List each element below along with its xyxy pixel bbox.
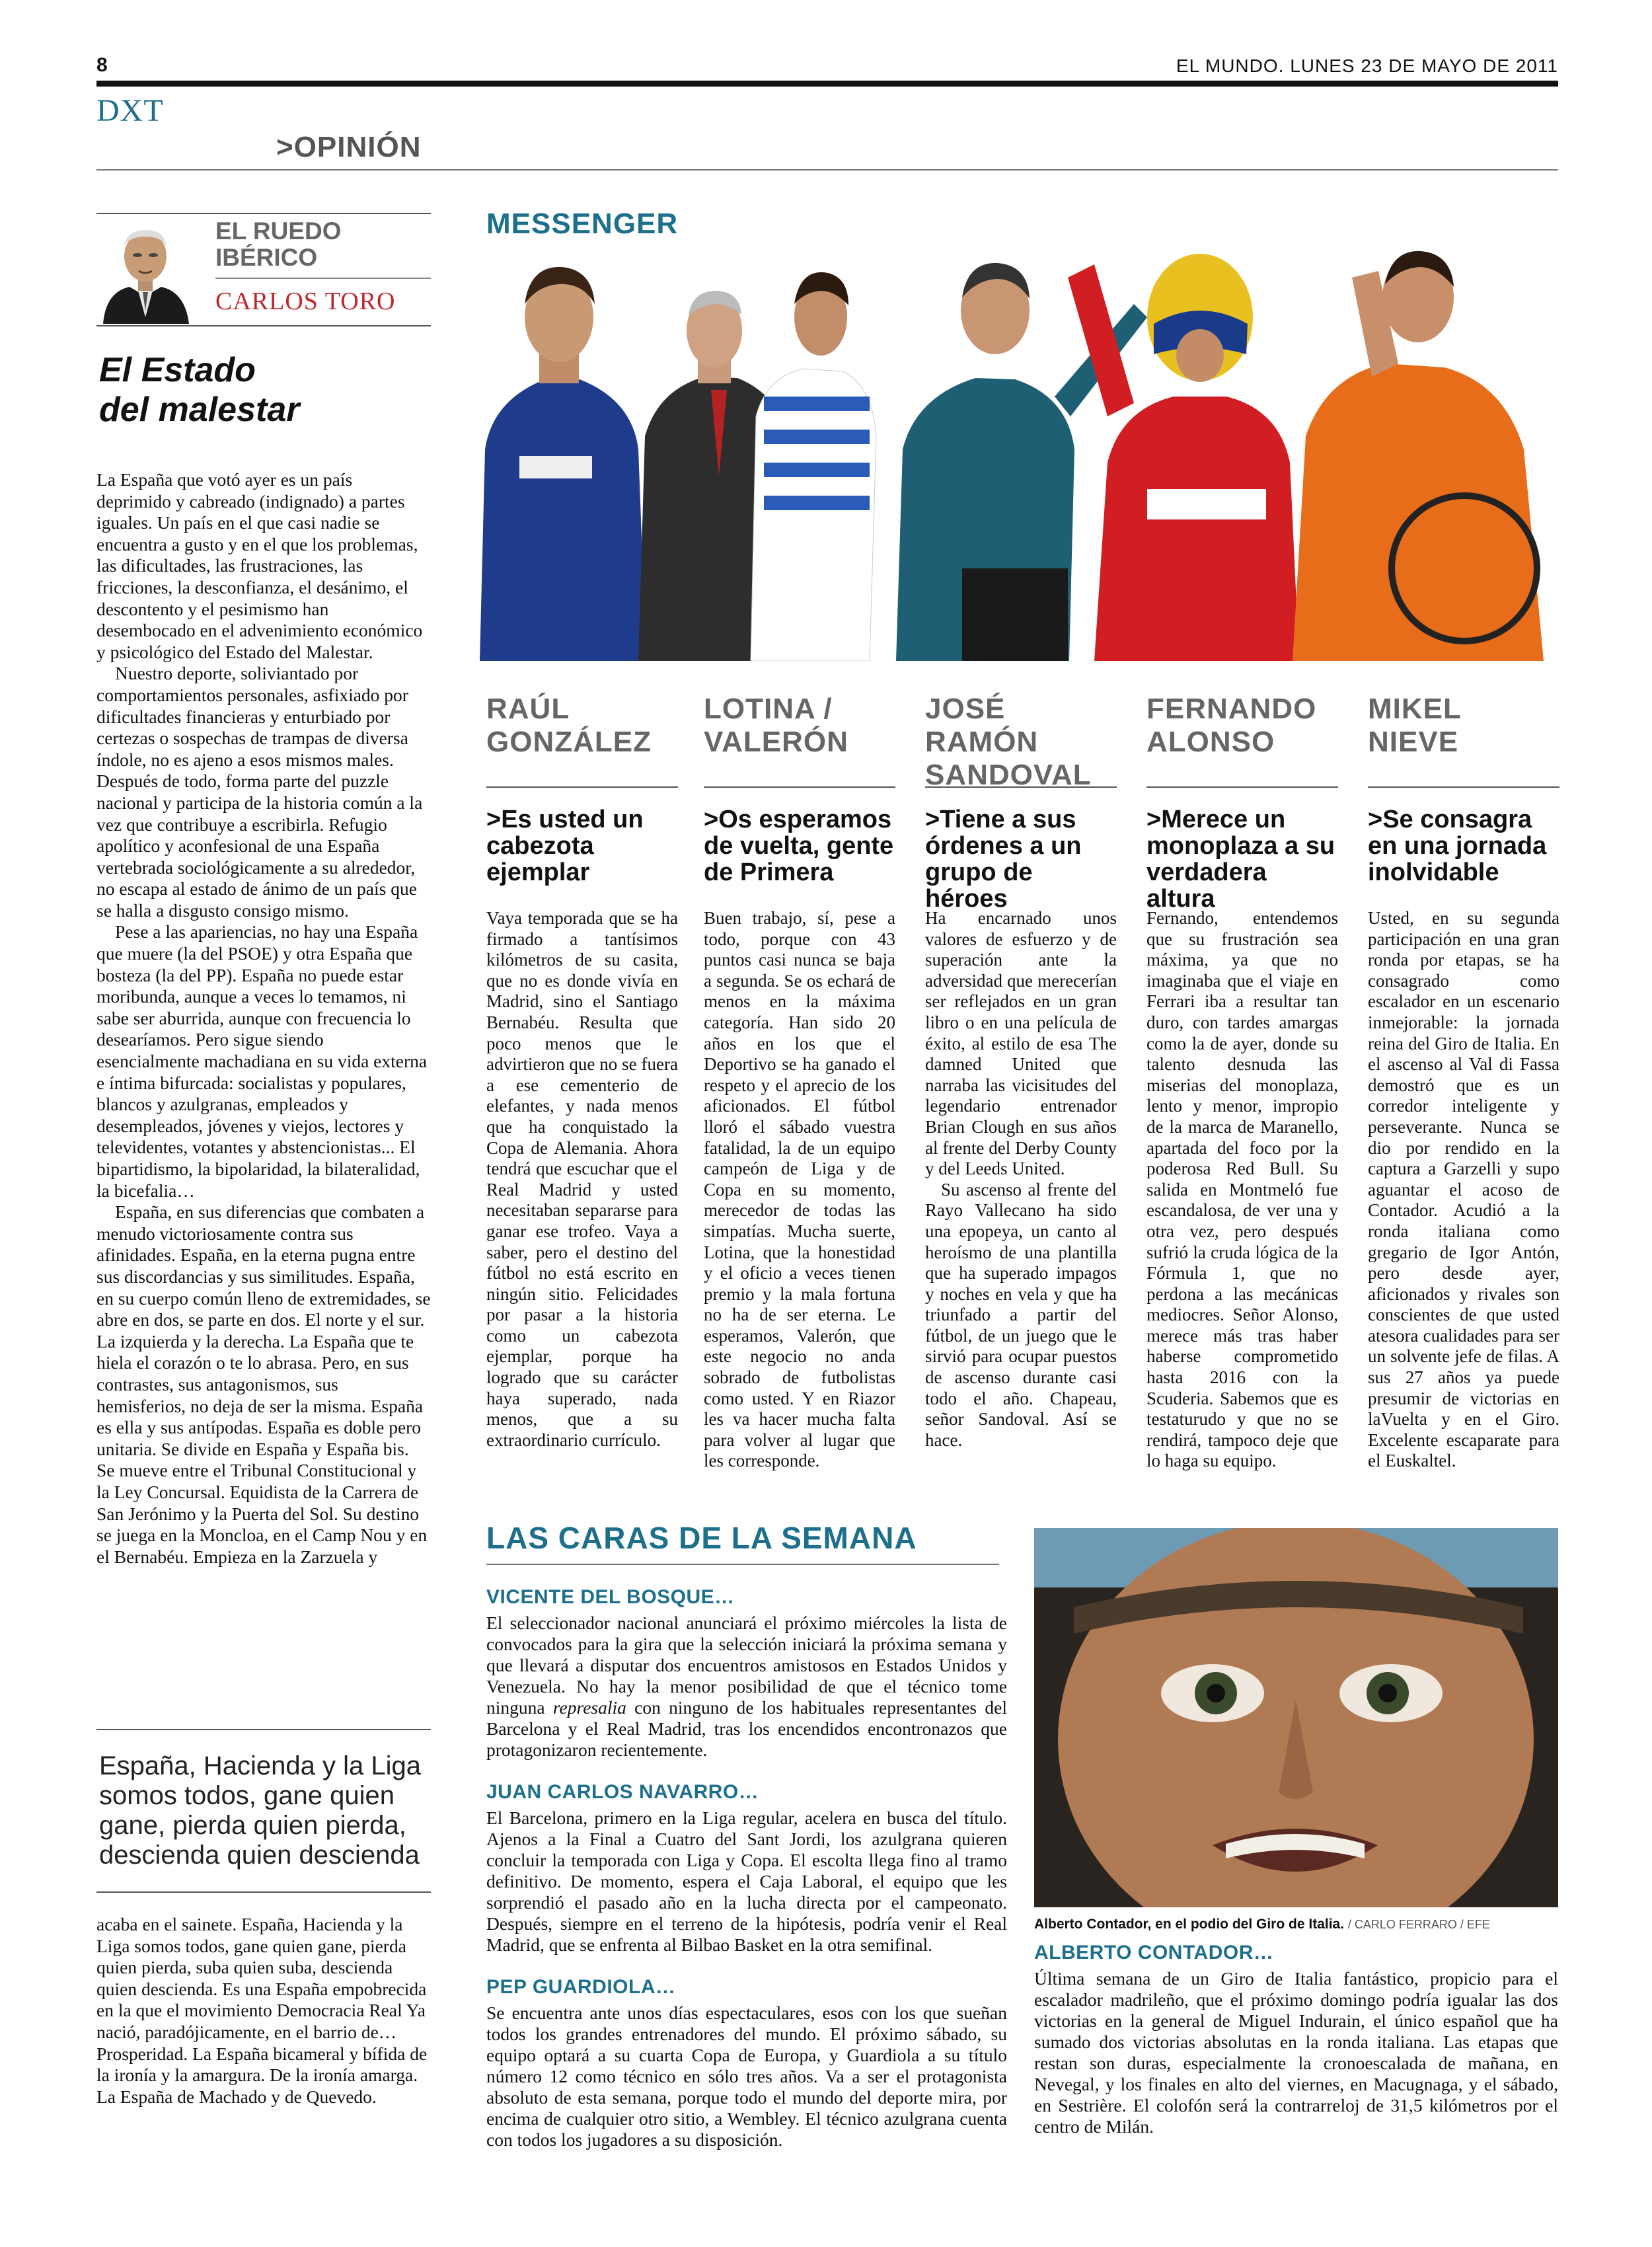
messenger-paragraph: Vaya temporada que se ha firmado a tantísimos kilómetros de su casita, que no es donde vivía en Madrid, sino el Santiago Bernabéu. Resulta que poco menos que le advirtieron que no se fuera a ese cementerio de elefantes, y nada menos que ha conquistado la Copa de Alemania. Ahora tendrá que escuchar que el Real Madrid y usted necesitaban separarse para ganar ese trofeo. Vaya a saber, pero el destino del fútbol no está escrito en ningún sitio. Felicidades por pasar a la historia como un cabezota ejemplar, porque ha logrado que su carácter haya superado, nada menos, que a su extraordinario currículo. — [486, 908, 678, 1450]
pullquote-top-rule — [96, 1729, 431, 1730]
messenger-name — [1368, 693, 1559, 759]
pullquote: España, Hacienda y la Liga somos todos, gane quien gane, pierda quien pierda, descienda quien descienda — [99, 1751, 421, 1870]
photo-credit: / CARLO FERRARO / EFE — [1347, 1918, 1490, 1931]
section-rule — [96, 169, 1558, 171]
cara-navarro — [486, 1781, 1007, 1956]
column-paragraph: Pese a las apariencias, no hay una España que muere (la del PSOE) y otra España que bosteza (la del PP). España no puede estar moribunda, aunque a veces lo temamos, ni sabe ser aburrida, aunque con frecuencia lo desearíamos. Pero sigue siendo esencialmente machadiana en su vida externa e íntima bifurcada: socialistas y populares, blancos y azulgranas, empleados y desempleados, jóvenes y viejos, lectores y televidentes, votantes y abstencionistas... El bipartidismo, la bipolaridad, la bilateralidad, la bicefalia… — [96, 921, 428, 1201]
messenger-name-line2: GONZÁLEZ — [486, 726, 652, 758]
messenger-name-line2: SANDOVAL — [925, 759, 1092, 791]
messenger-name — [486, 693, 678, 759]
cara-text-part: con ninguno de los habituales representantes del Barcelona y el Real Madrid, tras los encendidos encontronazos que protagonizaron recientemente. — [486, 1697, 1007, 1760]
messenger-column-alonso — [1146, 693, 1338, 1476]
messenger-headline: >Se consagra en una jornada inolvidable — [1368, 806, 1547, 886]
byline-top-rule — [96, 213, 431, 214]
header-rule — [96, 81, 1558, 87]
column-headline — [99, 350, 423, 430]
messenger-paragraph: Usted, en su segunda participación en una gran ronda por etapas, se ha consagrado como escalador en un escenario inmejorable: la jornada reina del Giro de Italia. En el ascenso al Val di Fassa demostró que es un corredor inteligente y perseverante. Nunca se dio por rendido en la captura a Garzelli y supo aguantar el acoso de Contador. Acudió a la ronda italiana como gregario de Igor Antón, pero desde ayer, aficionados y rivales son conscientes de que usted atesora cualidades para ser un solvente jefe de filas. A sus 27 años ya puede presumir de victorias en laVuelta y en el Giro. Excelente escaparate para el Euskaltel. — [1368, 908, 1559, 1471]
messenger-headline: >Es usted un cabezota ejemplar — [486, 806, 644, 886]
messenger-rule — [1368, 786, 1559, 788]
cara-text-emphasis: represalia — [552, 1697, 626, 1718]
cara-contador — [1034, 1942, 1558, 2137]
section-tag: DXT — [96, 93, 164, 128]
messenger-headline: >Merece un monoplaza a su verdadera altura — [1146, 806, 1335, 913]
column-paragraph: La España que votó ayer es un país deprimido y cabreado (indignado) a partes iguales. Un país en el que casi nadie se encuentra a gusto y en el que los problemas, las dificultades, las frustraciones, las fricciones, la desconfianza, el desánimo, el descontento y el pesimismo han desembocado en el advenimiento económico y psicológico del Estado del Malestar. — [96, 469, 423, 662]
caras-title: LAS CARAS DE LA SEMANA — [486, 1521, 917, 1555]
cara-text: Se encuentra ante unos días espectaculares, esos con los que sueñan todos los grandes entrenadores del mundo. El próximo sábado, su equipo optará a su cuarta Copa de Europa, y Guardiola a su título número 12 como técnico en sólo tres años. Va a ser el protagonista absoluto de esta semana, porque todo el mundo del deporte mira, por encima de cualquier otro sitio, a Wembley. El técnico azulgrana cuenta con todos los jugadores a su disposición. — [486, 2002, 1007, 2150]
messenger-headline: >Tiene a sus órdenes a un grupo de héroes — [925, 806, 1082, 913]
messenger-name-line1: JOSÉ RAMÓN — [925, 693, 1039, 758]
contador-photo — [1034, 1528, 1558, 1907]
cara-text: El Barcelona, primero en la Liga regular, acelera en busca del título. Ajenos a la Final a Cuatro del Sant Jordi, los azulgrana quieren concluir la temporada con Liga y Copa. El escolta llega fino al tramo definitivo. De momento, espera el Caja Laboral, el equipo que les sorprendió el pasado año en la lucha directa por el campeonato. Después, siempre en el terreno de la hipótesis, podría venir el Real Madrid, que se enfrenta al Bilbao Basket en la otra semifinal. — [486, 1808, 1007, 1955]
messenger-paragraph: Buen trabajo, sí, pese a todo, porque con 43 puntos casi nunca se baja a segunda. Se os echará de menos en la máxima categoría. Han sido 20 años en los que el Deportivo se ha ganado el respeto y el aprecio de los aficionados. El fútbol lloró el sábado vuestra fatalidad, la de un equipo campeón de Liga y de Copa en su momento, merecedor de todas las simpatías. Mucha suerte, Lotina, que la honestidad y el oficio a veces tienen premio y la mala fortuna no ha de ser eterna. Le esperamos, Valerón, que este negocio no anda sobrado de futbolistas como usted. Y en Riazor les va hacer mucha falta para volver al lugar que les corresponde. — [704, 908, 895, 1471]
messenger-label: MESSENGER — [486, 208, 679, 240]
messenger-name-line2: VALERÓN — [704, 726, 848, 758]
column-headline-line1: El Estado — [99, 351, 256, 389]
page-number: 8 — [96, 54, 108, 76]
column-continuation — [96, 1914, 431, 2152]
caras-rule — [486, 1564, 999, 1565]
messenger-column-sandoval — [925, 693, 1117, 1476]
messenger-headline: >Os esperamos de vuelta, gente de Primera — [704, 806, 894, 886]
photo-caption — [1034, 1917, 1558, 1932]
cara-name: ALBERTO CONTADOR… — [1034, 1942, 1274, 1963]
messenger-name-line2: ALONSO — [1146, 726, 1275, 758]
messenger-name-line2: NIEVE — [1368, 726, 1459, 758]
messenger-rule — [1146, 786, 1338, 788]
column-mid-rule — [215, 278, 431, 279]
messenger-paragraph: Ha encarnado unos valores de esfuerzo y de superación ante la adversidad que merecerían ser reflejados en un gran libro o en una película de éxito, al estilo de esa The damned United que narraba las vicisitudes del legendario entrenador Brian Clough en sus años al frente del Derby County y del Leeds United. — [925, 908, 1117, 1179]
messenger-body — [486, 908, 678, 1476]
cara-name: VICENTE DEL BOSQUE… — [486, 1586, 735, 1608]
cara-guardiola — [486, 1976, 1007, 2151]
messenger-name-line1: RAÚL — [486, 693, 570, 725]
cara-text: Última semana de un Giro de Italia fantástico, propicio para el escalador madrileño, que el próximo domingo podría igualar las dos victorias en la general de Miguel Indurain, el único español que ha sumado dos victorias absolutas en la ronda italiana. Las etapas que restan son duras, especialmente la cronoescalada de mañana, en Nevegal, y los finales en alto del viernes, en Macugnaga, y el sábado, en Sestrière. El colofón será la contrarreloj de 31,5 kilómetros por el centro de Milán. — [1034, 1968, 1558, 2137]
messenger-rule — [486, 786, 678, 788]
cara-text — [486, 1613, 1007, 1761]
messenger-paragraph: Su ascenso al frente del Rayo Vallecano ha sido una epopeya, un canto al heroísmo de una plantilla que ha superado impagos y noches en vela y que ha triunfado a partir del fútbol, de un juego que le sirvió para ocupar puestos de ascenso durante casi todo el año. Chapeau, señor Sandoval. Así se hace. — [925, 1179, 1117, 1450]
messenger-body — [925, 908, 1117, 1476]
columnist-portrait — [96, 218, 194, 324]
messenger-name-line1: MIKEL — [1368, 693, 1462, 725]
column-headline-line2: del malestar — [99, 391, 300, 429]
messenger-paragraph: Fernando, entendemos que su frustración sea máxima, ya que no imaginaba que el viaje en Ferrari iba a resultar tan duro, con tardes amargas como la de ayer, donde su talento desnuda las miserias del monoplaza, lento y menor, impropio de la marca de Maranello, apartada del foco por la poderosa Red Bull. Su salida en Montmeló fue escandalosa, de ver una y otra vez, pero después sufrió la cruda lógica de la Fórmula 1, que no perdona a las mecánicas mediocres. Señor Alonso, merece más tras haber haberse comprometido hasta 2016 con la Scuderia. Sabemos que es testaturudo y que no se rendirá, tampoco deje que lo haga su equipo. — [1146, 908, 1338, 1471]
messenger-name-line1: FERNANDO — [1146, 693, 1317, 725]
date-line: EL MUNDO. LUNES 23 DE MAYO DE 2011 — [1176, 56, 1558, 76]
messenger-name — [1146, 693, 1338, 759]
cara-del-bosque — [486, 1586, 1007, 1761]
messenger-body — [704, 908, 895, 1476]
column-paragraph: España, en sus diferencias que combaten a menudo victoriosamente contra sus afinidades. España, en la eterna pugna entre sus discordancias y sus similitudes. España, en su cuerpo común lleno de extremidades, se abre en dos, se parte en dos. El norte y el sur. La izquierda y la derecha. La España que te hiela el corazón o te lo abrasa. Pero, en sus contrastes, sus antagonismos, sus hemisferios, no deja de ser la misma. España es ella y sus antípodas. España es doble pero unitaria. Se divide en España y España bis. Se mueve entre el Tribunal Constitucional y la Ley Concursal. Equidista de la Carrera de San Jerónimo y la Puerta del Sol. Su destino se juega en la Moncloa, en el Camp Nou y en el Bernabéu. Empieza en la Zarzuela y — [96, 1201, 431, 1567]
cara-name: JUAN CARLOS NAVARRO… — [486, 1781, 759, 1803]
columnist-name: CARLOS TORO — [215, 287, 396, 315]
column-body — [96, 469, 431, 1725]
messenger-photo — [473, 198, 1558, 661]
section-title: >OPINIÓN — [276, 131, 422, 163]
column-name — [215, 218, 414, 271]
pullquote-bottom-rule — [96, 1891, 431, 1893]
cara-name: PEP GUARDIOLA… — [486, 1976, 676, 1998]
column-paragraph: acaba en el sainete. España, Hacienda y la Liga somos todos, gane quien gane, pierda quien pierda, suba quien suba, descienda quien descienda. Es una España empobrecida en la que el movimiento Democracia Real Ya nació, paradójicamente, en el barrio de… Prosperidad. La España bicameral y bífida de la ironía y la amargura. De la ironía amarga. La España de Machado y de Quevedo. — [96, 1914, 428, 2107]
messenger-body — [1146, 908, 1338, 1476]
photo-caption-text: Alberto Contador, en el podio del Giro de Italia. — [1034, 1917, 1345, 1932]
messenger-column-nieve — [1368, 693, 1559, 1476]
column-name-line1: EL RUEDO — [215, 217, 342, 245]
messenger-column-lotina-valeron — [704, 693, 895, 1476]
messenger-rule — [704, 786, 895, 788]
cara-text-part: El seleccionador nacional anunciará el próximo miércoles la lista de convocados para la gira que la selección iniciará la próxima semana y que llevará a disputar dos encuentros amistosos en Estados Unidos y Venezuela. No hay la menor posibilidad de que el técnico tome ninguna — [486, 1613, 1007, 1718]
byline-bottom-rule — [96, 325, 431, 326]
messenger-body — [1368, 908, 1559, 1476]
column-name-line2: IBÉRICO — [215, 244, 318, 271]
column-paragraph: Nuestro deporte, soliviantado por comportamientos personales, asfixiado por dificultades financieras y enturbiado por certezas o sospechas de trampas de diversa índole, no es ajeno a esos mismos males. Después de todo, forma parte del puzzle nacional y participa de la historia común a la vez que contribuye a escribirla. Refugio apolítico y aconfesional de una España vertebrada sociológicamente a su alrededor, no escapa al estado de ánimo de un país que se halla a disgusto consigo mismo. — [96, 663, 423, 921]
messenger-name — [925, 693, 1117, 791]
messenger-column-raul — [486, 693, 678, 1476]
messenger-name — [704, 693, 895, 759]
messenger-name-line1: LOTINA / — [704, 693, 833, 725]
